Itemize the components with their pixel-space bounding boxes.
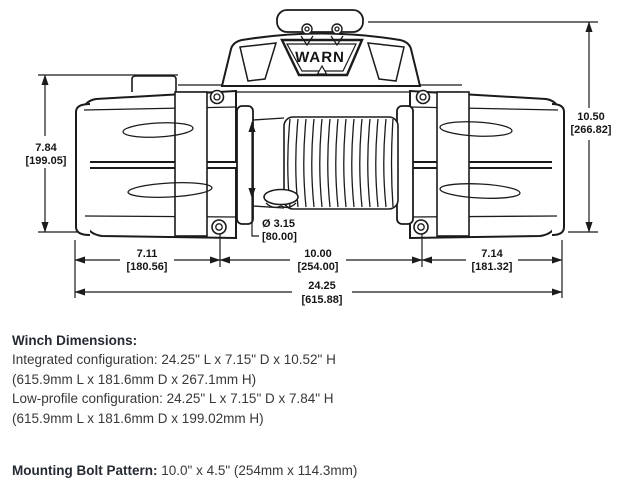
warn-logo-text: WARN — [294, 49, 346, 66]
mounting-bolt-pattern-value: 10.0" x 4.5" (254mm x 114.3mm) — [161, 463, 358, 478]
dim-width-right-mm: [181.32] — [471, 261, 513, 273]
rope-coils — [284, 117, 398, 209]
dim-height-full-in: 10.50 — [577, 111, 605, 123]
winch-body — [76, 10, 564, 238]
dim-height-low-mm: [199.05] — [25, 155, 67, 167]
low-profile-config-line2: (615.9mm L x 181.6mm D x 199.02mm H) — [12, 410, 264, 426]
dim-height-full-mm: [266.82] — [570, 124, 612, 136]
dim-width-center-mm: [254.00] — [297, 261, 339, 273]
dim-width-left-mm: [180.56] — [126, 261, 168, 273]
dim-width-overall-in: 24.25 — [308, 280, 336, 292]
dim-width-left — [75, 248, 220, 273]
winch-dimensions-heading: Winch Dimensions: — [12, 333, 138, 348]
low-profile-config-line1: Low-profile configuration: 24.25" L x 7.15" D x 7.84" H — [12, 391, 334, 407]
winch-gear-housing — [410, 91, 564, 238]
winch-motor-housing — [76, 91, 236, 238]
dim-width-center-in: 10.00 — [304, 248, 332, 260]
dim-width-overall — [75, 280, 562, 306]
dim-drum-mm: [80.00] — [262, 231, 297, 243]
dim-height-low-in: 7.84 — [35, 142, 57, 154]
dim-width-right — [422, 248, 562, 273]
dim-width-right-in: 7.14 — [481, 248, 503, 260]
dim-drum-in: Ø 3.15 — [262, 218, 296, 230]
integrated-config-line1: Integrated configuration: 24.25" L x 7.15" D x 10.52" H — [12, 352, 336, 368]
winch-dimensions-specs — [12, 331, 592, 428]
dim-width-left-in: 7.11 — [136, 248, 158, 260]
integrated-config-line2: (615.9mm L x 181.6mm D x 267.1mm H) — [12, 371, 257, 387]
mounting-bolt-pattern — [12, 463, 592, 478]
rope-drum — [237, 106, 413, 224]
dim-width-center — [220, 248, 422, 273]
mounting-bolt-pattern-label: Mounting Bolt Pattern: — [12, 463, 158, 478]
dim-width-overall-mm: [615.88] — [301, 294, 343, 306]
rope-anchor — [264, 190, 298, 208]
